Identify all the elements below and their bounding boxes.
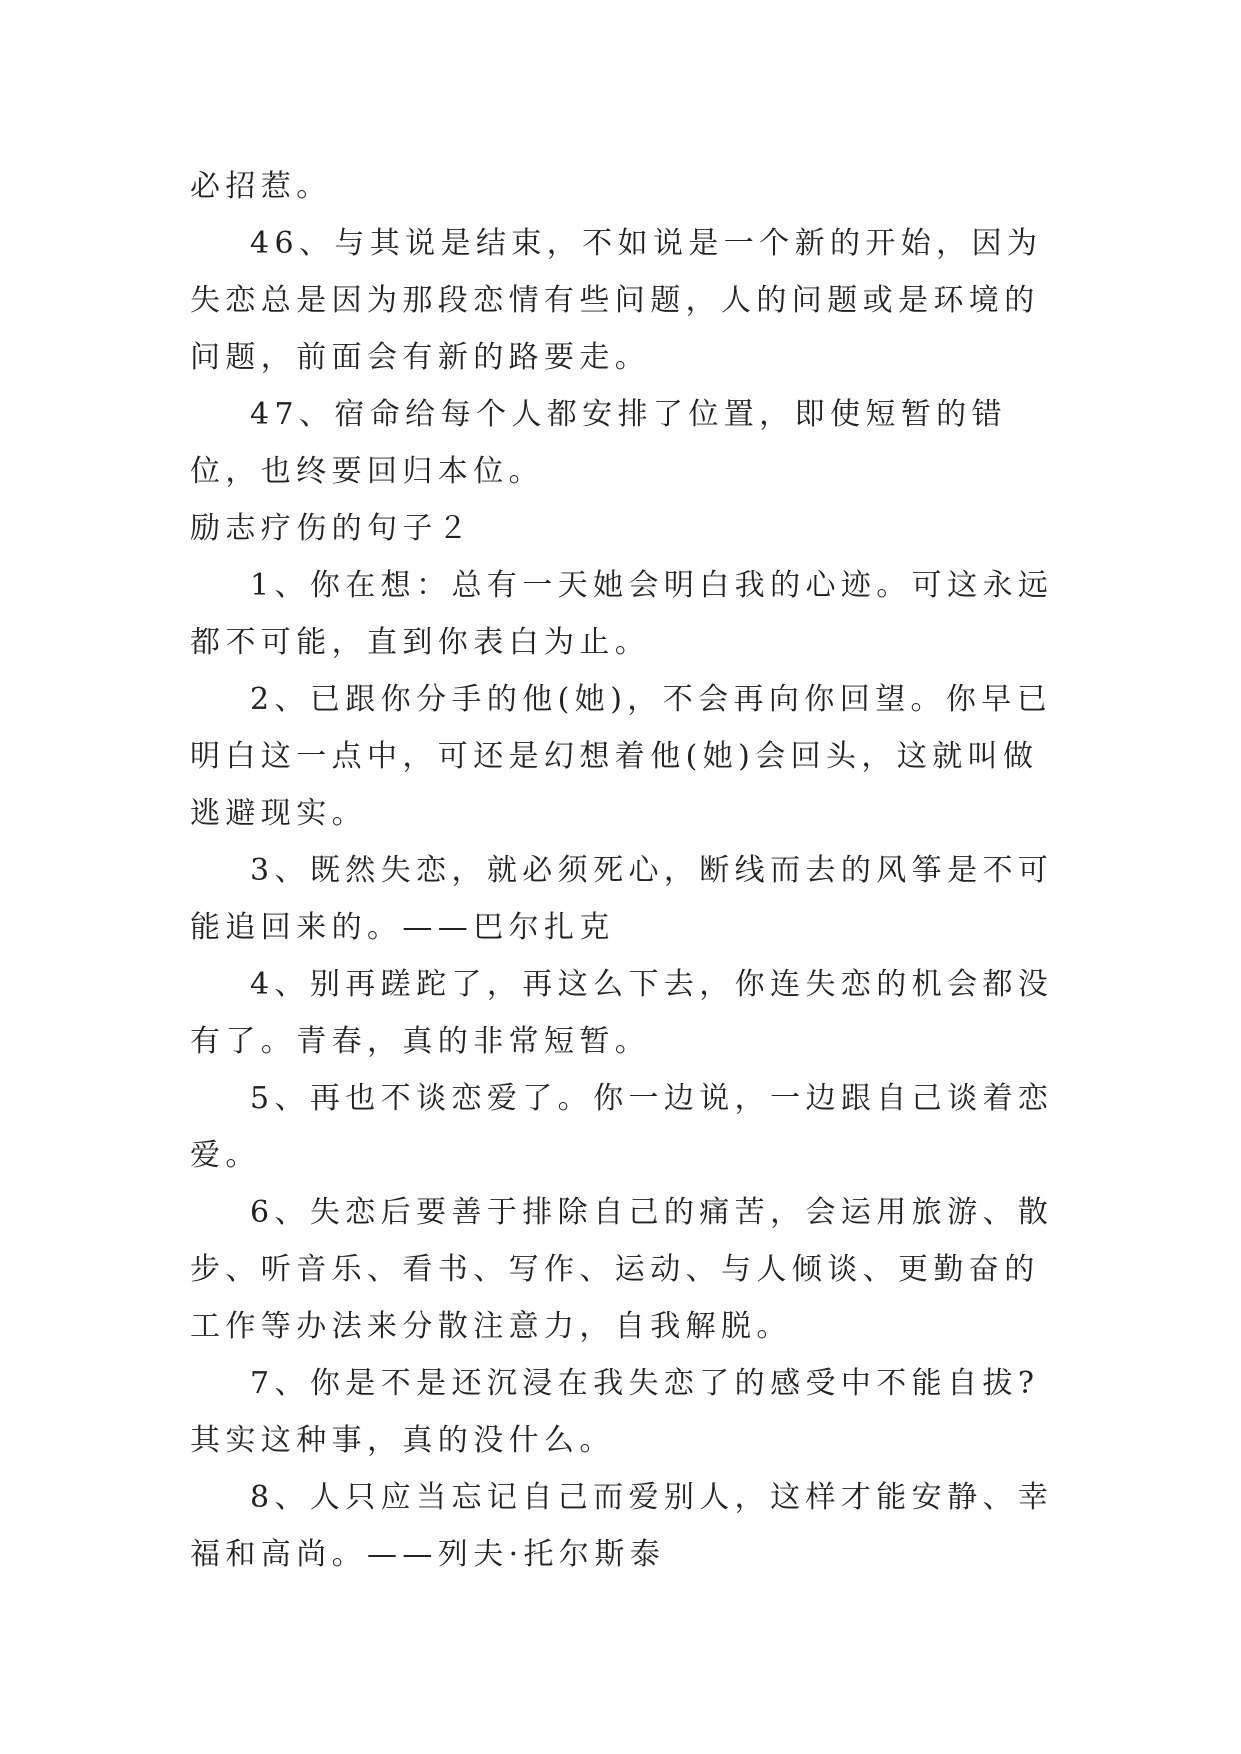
section-heading: 励志疗伤的句子２: [190, 511, 474, 546]
paragraph-7: 7、你是不是还沉浸在我失恋了的感受中不能自拔?其实这种事，真的没什么。: [190, 1366, 1040, 1458]
paragraph-8: 8、人只应当忘记自己而爱别人，这样才能安静、幸福和高尚。——列夫·托尔斯泰: [190, 1480, 1054, 1572]
paragraph-6: 6、失恋后要善于排除自己的痛苦，会运用旅游、散步、听音乐、看书、写作、运动、与人倾谈、更勤奋的工作等办法来分散注意力，自我解脱。: [190, 1195, 1054, 1344]
document-body: [190, 158, 1060, 1583]
paragraph-4: 4、别再蹉跎了，再这么下去，你连失恋的机会都没有了。青春，真的非常短暂。: [190, 967, 1054, 1059]
paragraph-3: 3、既然失恋，就必须死心，断线而去的风筝是不可能追回来的。——巴尔扎克: [190, 853, 1054, 945]
paragraph-46: 46、与其说是结束，不如说是一个新的开始，因为失恋总是因为那段恋情有些问题，人的问题或是环境的问题，前面会有新的路要走。: [190, 226, 1043, 375]
paragraph-continuation: 必招惹。: [190, 169, 332, 204]
paragraph-47: 47、宿命给每个人都安排了位置，即使短暂的错位，也终要回归本位。: [190, 397, 1007, 489]
paragraph-5: 5、再也不谈恋爱了。你一边说，一边跟自己谈着恋爱。: [190, 1081, 1054, 1173]
paragraph-2: 2、已跟你分手的他(她)，不会再向你回望。你早已明白这一点中，可还是幻想着他(她)会回头，这就叫做逃避现实。: [190, 682, 1053, 831]
paragraph-1: 1、你在想：总有一天她会明白我的心迹。可这永远都不可能，直到你表白为止。: [190, 568, 1054, 660]
